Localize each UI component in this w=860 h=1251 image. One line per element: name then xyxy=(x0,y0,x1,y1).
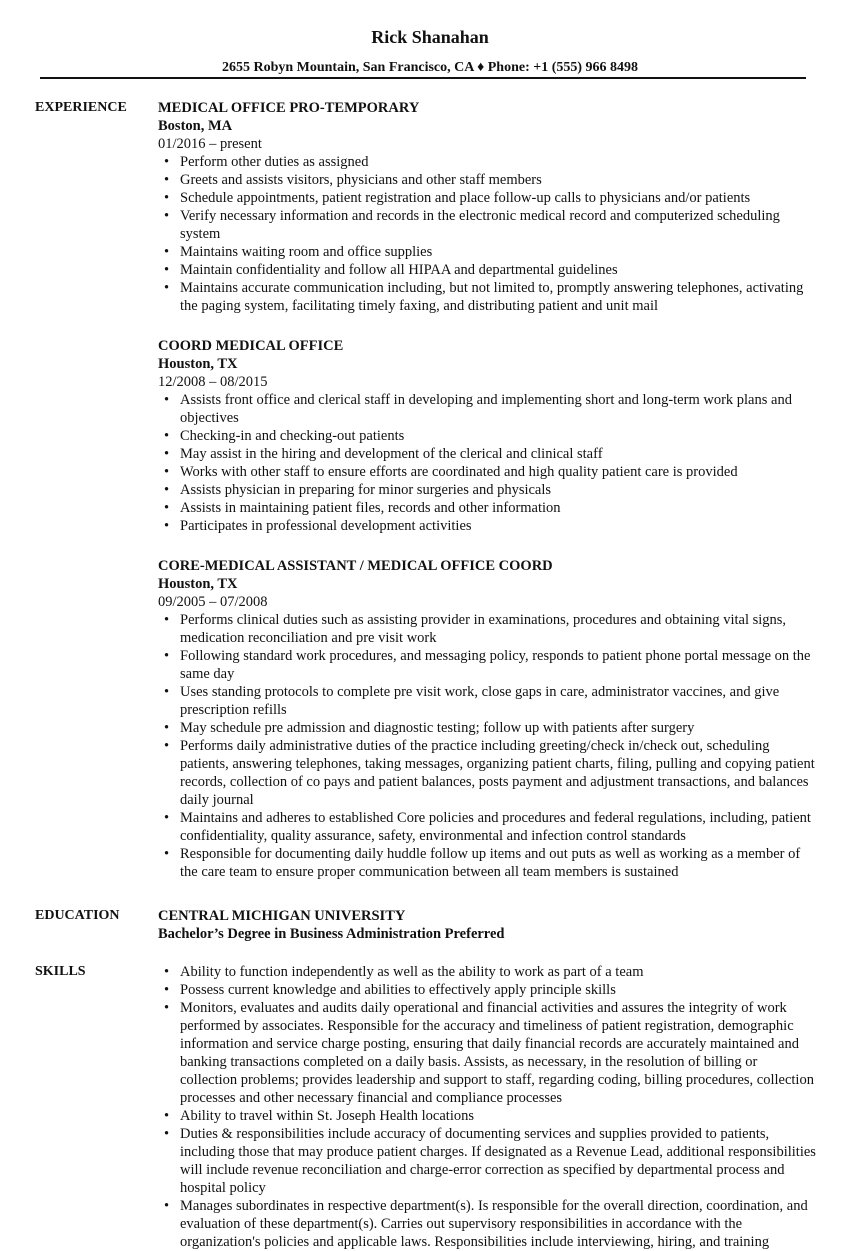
section-label-education: EDUCATION xyxy=(35,908,120,923)
list-item: • Perform other duties as assigned xyxy=(180,153,818,171)
list-item: • Maintains and adheres to established Core policies and procedures and federal regulations, including, patient confidentiality, quality assurance, safety, environmental and infection control standards xyxy=(180,809,818,845)
school-name: CENTRAL MICHIGAN UNIVERSITY xyxy=(158,908,406,924)
candidate-name: Rick Shanahan xyxy=(371,27,489,47)
list-item: • Manages subordinates in respective department(s). Is responsible for the overall direction, coordination, and evaluation of these department(s). Carries out supervisory responsibilities in accordance with the organization's policies and applicable laws. Responsibilities include interviewing, hiring, and training xyxy=(180,1197,818,1251)
list-item: • Verify necessary information and records in the electronic medical record and computerized scheduling system xyxy=(180,207,818,243)
list-item: • Uses standing protocols to complete pre visit work, close gaps in care, administrator vaccines, and give prescription refills xyxy=(180,683,818,719)
job-bullets xyxy=(158,153,818,315)
list-item: • Ability to function independently as well as the ability to work as part of a team xyxy=(180,963,818,981)
list-item: • May assist in the hiring and development of the clerical and clinical staff xyxy=(180,445,818,463)
list-item: • Responsible for documenting daily huddle follow up items and out puts as well as working as a member of the care team to ensure proper communication between all team members is sustained xyxy=(180,845,818,881)
list-item: • Participates in professional development activities xyxy=(180,517,818,535)
job-dates: 09/2005 – 07/2008 xyxy=(158,594,268,610)
job-location: Houston, TX xyxy=(158,576,238,592)
list-item: • Duties & responsibilities include accuracy of documenting services and supplies provided to patients, including those that may produce patient charges. If designated as a Revenue Lead, additional responsibilities will include revenue reconciliation and charge-error correction as specified by departmental process and hospital policy xyxy=(180,1125,818,1197)
list-item: • Maintain confidentiality and follow all HIPAA and departmental guidelines xyxy=(180,261,818,279)
job-bullets xyxy=(158,611,818,881)
education-body xyxy=(158,907,818,943)
list-item: • Performs daily administrative duties of the practice including greeting/check in/check out, scheduling patients, answering telephones, taking messages, organizing patient charts, filing, pulling and copying patient records, collection of co pays and patient balances, posts payment and adjustment transactions, and balances daily journal xyxy=(180,737,818,809)
list-item: • Ability to travel within St. Joseph Health locations xyxy=(180,1107,818,1125)
section-label-experience: EXPERIENCE xyxy=(35,100,127,115)
job-dates: 01/2016 – present xyxy=(158,136,262,152)
list-item: • Schedule appointments, patient registration and place follow-up calls to physicians and/or patients xyxy=(180,189,818,207)
job-entry xyxy=(158,337,818,535)
job-location: Boston, MA xyxy=(158,118,233,134)
list-item: • Assists in maintaining patient files, records and other information xyxy=(180,499,818,517)
list-item: • Following standard work procedures, and messaging policy, responds to patient phone portal message on the same day xyxy=(180,647,818,683)
list-item: • Assists front office and clerical staff in developing and implementing short and long-term work plans and objectives xyxy=(180,391,818,427)
list-item: • Maintains waiting room and office supplies xyxy=(180,243,818,261)
job-location: Houston, TX xyxy=(158,356,238,372)
list-item: • Performs clinical duties such as assisting provider in examinations, procedures and obtaining vital signs, medication reconciliation and pre visit work xyxy=(180,611,818,647)
list-item: • Maintains accurate communication including, but not limited to, promptly answering telephones, activating the paging system, facilitating timely faxing, and distributing patient and unit mail xyxy=(180,279,818,315)
list-item: • Possess current knowledge and abilities to effectively apply principle skills xyxy=(180,981,818,999)
list-item: • Monitors, evaluates and audits daily operational and financial activities and assures the integrity of work performed by associates. Responsible for the accuracy and timeliness of patient registration, demographic information and service charge posting, ensuring that daily financial records are accurately maintained and banking transactions completed on a daily basis. Assists, as necessary, in the resolution of billing or collection problems; provides leadership and support to staff, regarding coding, billing procedures, collection processes and other necessary financial and compliance processes xyxy=(180,999,818,1107)
list-item: • Checking-in and checking-out patients xyxy=(180,427,818,445)
section-label-skills: SKILLS xyxy=(35,964,86,979)
list-item: • Greets and assists visitors, physicians and other staff members xyxy=(180,171,818,189)
experience-body xyxy=(158,99,818,903)
degree-name: Bachelor’s Degree in Business Administration Preferred xyxy=(158,926,505,942)
list-item: • Assists physician in preparing for minor surgeries and physicals xyxy=(180,481,818,499)
job-bullets xyxy=(158,391,818,535)
job-entry xyxy=(158,557,818,881)
job-entry xyxy=(158,99,818,315)
job-title: COORD MEDICAL OFFICE xyxy=(158,338,344,354)
list-item: • Works with other staff to ensure efforts are coordinated and high quality patient care is provided xyxy=(180,463,818,481)
job-title: MEDICAL OFFICE PRO-TEMPORARY xyxy=(158,100,420,116)
skills-bullets xyxy=(158,963,818,1251)
job-dates: 12/2008 – 08/2015 xyxy=(158,374,268,390)
header-divider xyxy=(40,77,806,79)
list-item: • May schedule pre admission and diagnostic testing; follow up with patients after surgery xyxy=(180,719,818,737)
contact-line: 2655 Robyn Mountain, San Francisco, CA ♦ Phone: +1 (555) 966 8498 xyxy=(221,60,639,75)
skills-body xyxy=(158,963,818,1251)
job-title: CORE-MEDICAL ASSISTANT / MEDICAL OFFICE COORD xyxy=(158,558,553,574)
